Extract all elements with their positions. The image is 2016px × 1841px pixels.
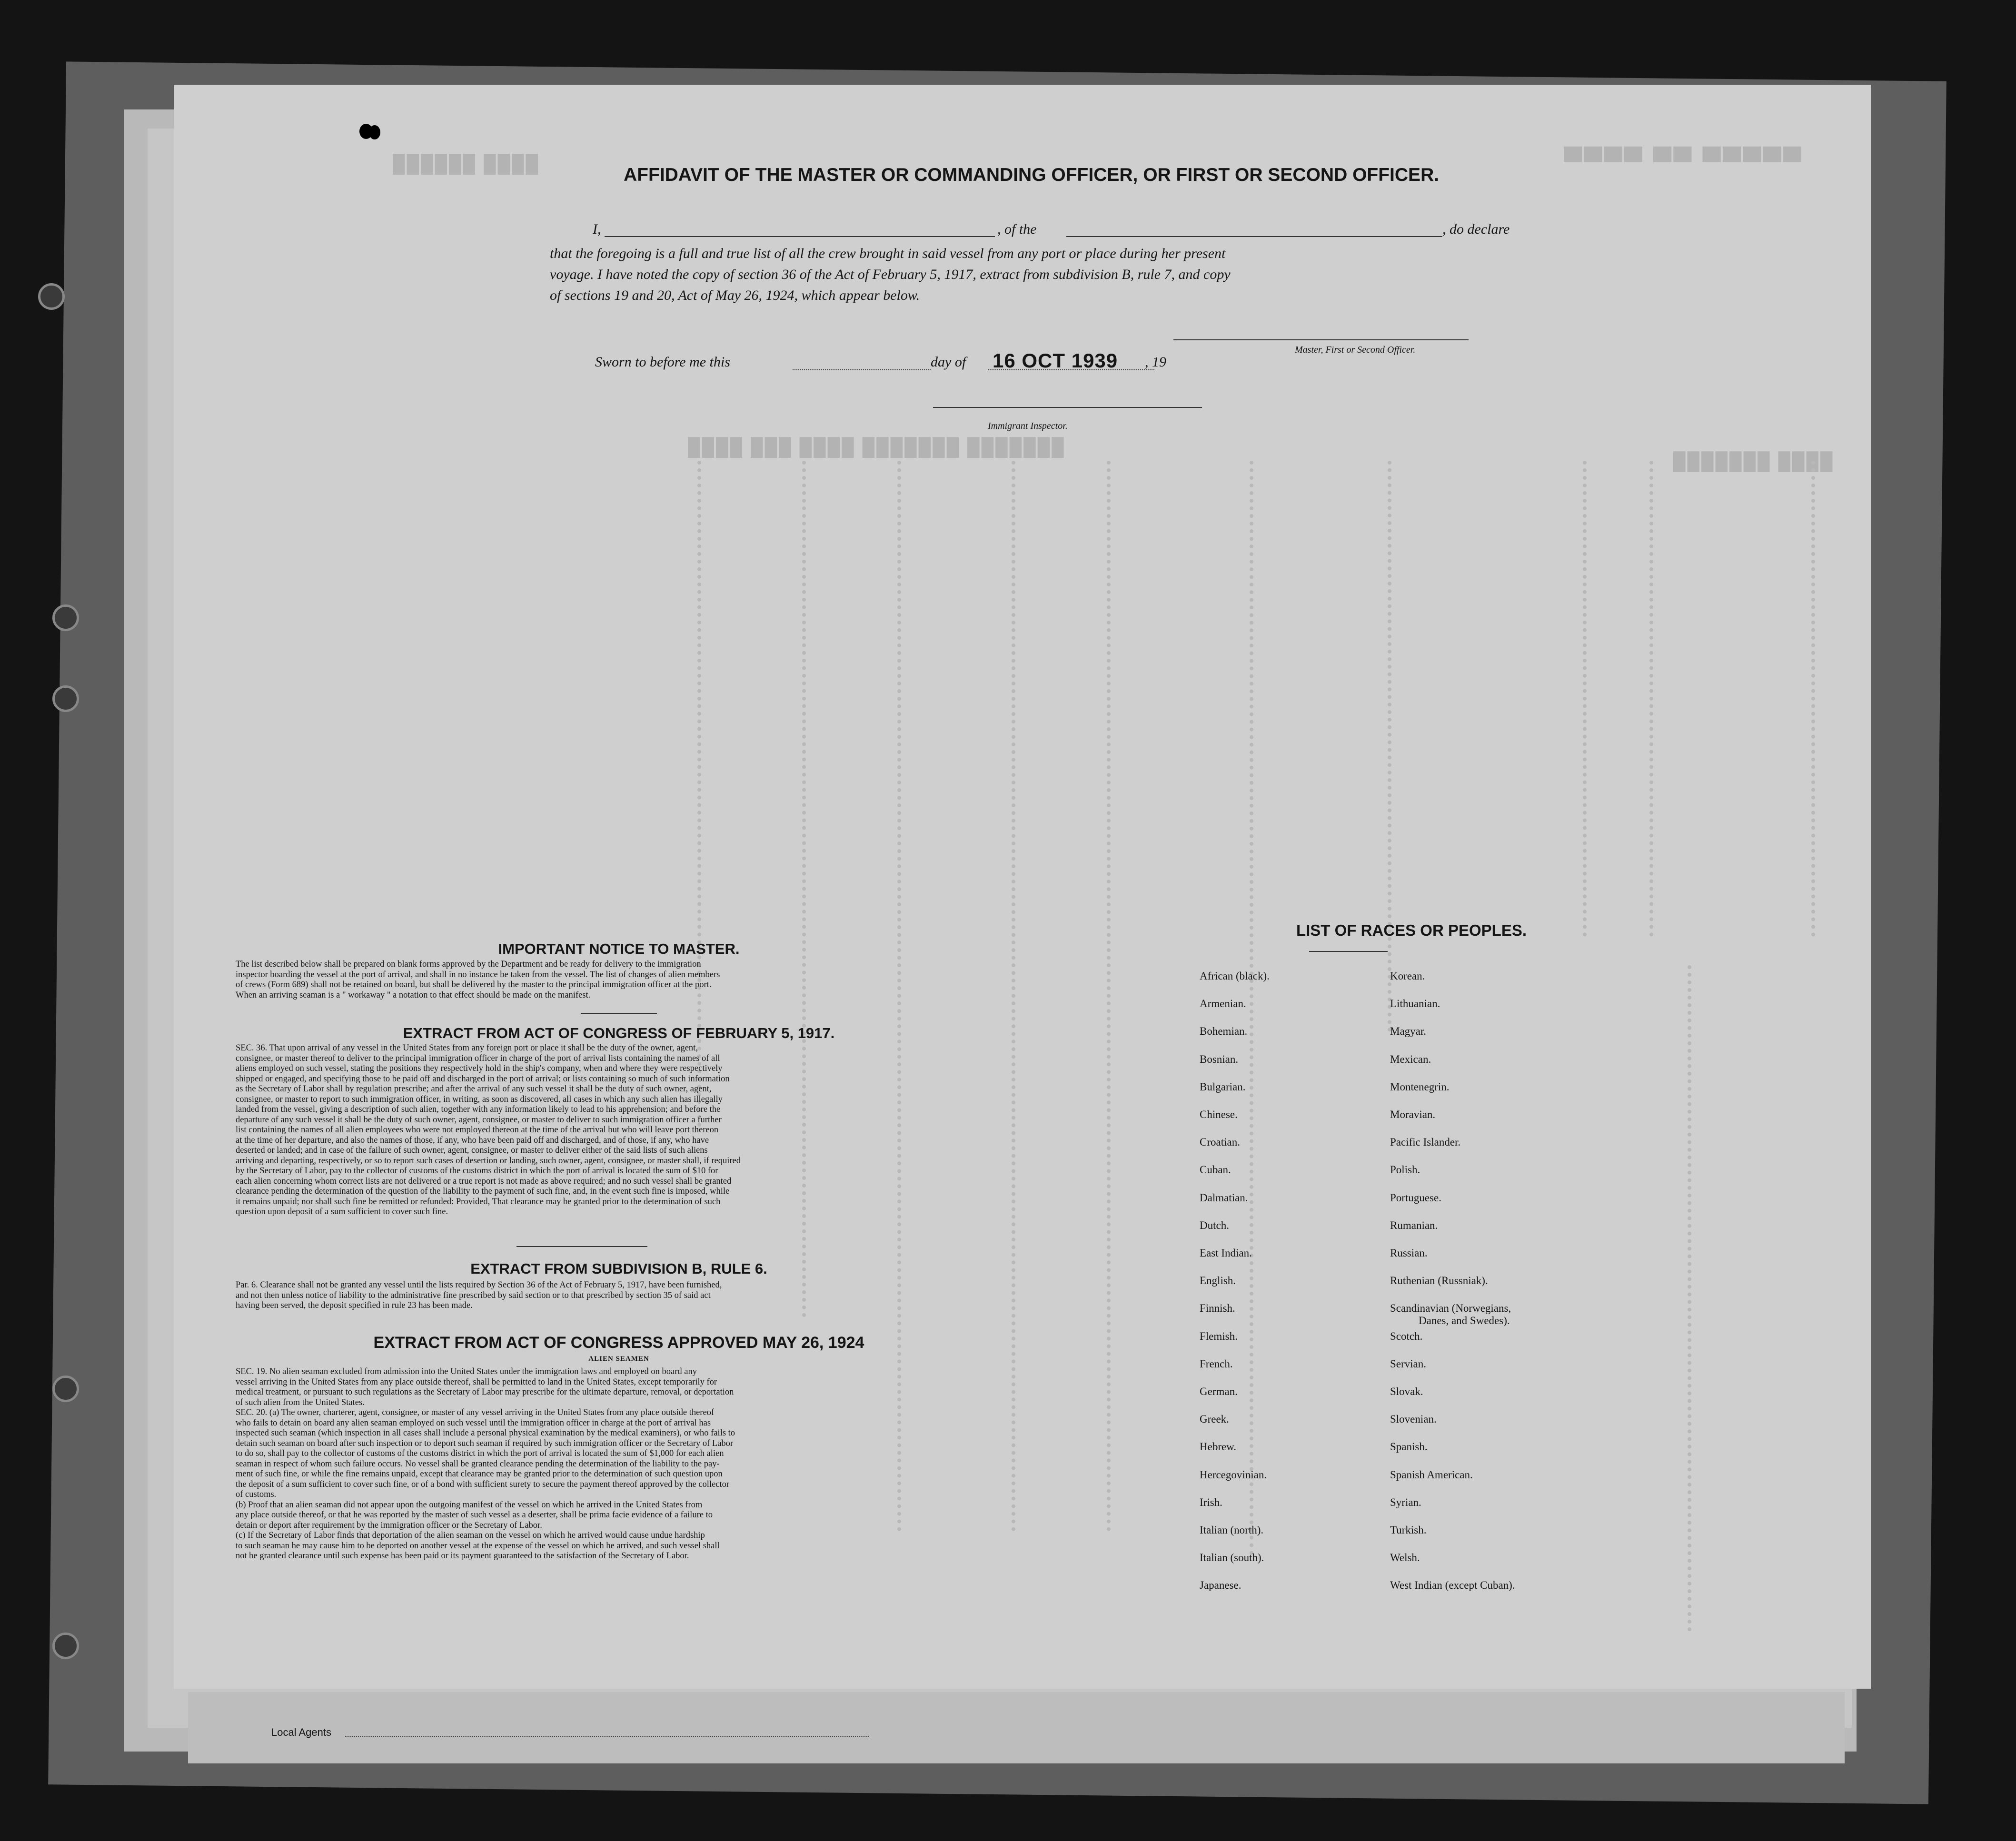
race-item: English.: [1200, 1275, 1236, 1287]
body-line: to such seaman he may cause him to be deported on another vessel at the expense of the vessel on which he arrived, and such vessel shall: [236, 1541, 720, 1551]
body-line: each alien concerning whom correct lists are not delivered or a true report is not made as above required; and no such vessel shall be granted: [236, 1176, 732, 1186]
race-item: Mexican.: [1390, 1053, 1431, 1065]
affidavit-line3: voyage. I have noted the copy of section 36 of the Act of February 5, 1917, extract from subdivision B, rule 7, and copy: [550, 267, 1231, 282]
body-line: and not then unless notice of liability to the administrative fine prescribed by said section or to that prescribed by section 35 of said act: [236, 1290, 711, 1300]
local-agents-label: Local Agents: [271, 1726, 331, 1738]
body-line: inspector boarding the vessel at the port of arrival, and shall in no instance be taken from the vessel. The list of changes of alien members: [236, 970, 720, 980]
race-item: Greek.: [1200, 1413, 1229, 1425]
race-item: Pacific Islander.: [1390, 1136, 1461, 1148]
underlying-form-strip: [188, 1692, 1845, 1763]
body-line: arriving and departing, respectively, or so to report such cases of desertion or landing, such owner, agent, consignee, or master shall, if required: [236, 1156, 741, 1166]
local-agents-line: [345, 1736, 869, 1737]
day-line: [793, 369, 931, 370]
body-line: deserted or landed; and in case of the failure of such owner, agent, consignee, or master to deliver either of the said lists of such aliens: [236, 1146, 708, 1155]
bleed-through-dots: [1388, 461, 1396, 1032]
body-line: SEC. 36. That upon arrival of any vessel in the United States from any foreign port or place it shall be the duty of the owner, agent,: [236, 1043, 698, 1053]
body-line: consignee, or master thereof to deliver to the principal immigration officer in charge of the port of arrival lists containing the names of all: [236, 1053, 720, 1063]
body-line: inspected such seaman (which inspection in all cases shall include a personal physical examination by the medical examiners), or who fails to: [236, 1428, 735, 1438]
divider: [1309, 951, 1388, 952]
subdivision-b-title: EXTRACT FROM SUBDIVISION B, RULE 6.: [470, 1260, 767, 1277]
body-line: who fails to detain on board any alien seaman employed on such vessel until the immigration officer in charge at the port of arrival has: [236, 1418, 711, 1428]
body-line: detain or deport after requirement by the immigration officer or the Secretary of Labor.: [236, 1520, 542, 1530]
body-line: of customs.: [236, 1490, 277, 1499]
body-line: SEC. 20. (a) The owner, charterer, agent, consignee, or master of any vessel arriving in the United States from any place outside thereof: [236, 1408, 715, 1417]
month-line: [988, 369, 1154, 370]
body-line: aliens employed on such vessel, stating the positions they respectively hold in the ship's company, when and where they were respectively: [236, 1064, 723, 1073]
extract-1917-body: [236, 1043, 1002, 1217]
body-line: as the Secretary of Labor shall by regulation prescribe; and after the arrival of any such vessel it shall be the duty of such owner, agent,: [236, 1084, 712, 1094]
race-item: Bulgarian.: [1200, 1080, 1246, 1093]
race-item: Turkish.: [1390, 1524, 1427, 1536]
binder-hole: [52, 604, 79, 631]
race-item: Cuban.: [1200, 1164, 1231, 1176]
notice-body: [236, 960, 1002, 1000]
master-signature-line: [1173, 339, 1469, 340]
body-line: departure of any such vessel it shall be the duty of such owner, agent, consignee, or master to deliver to such immigration officer a further: [236, 1115, 722, 1125]
affidavit-line4: of sections 19 and 20, Act of May 26, 1924, which appear below.: [550, 287, 920, 303]
extract-1917-title: EXTRACT FROM ACT OF CONGRESS OF FEBRUARY 5, 1917.: [403, 1025, 835, 1041]
race-item: Japanese.: [1200, 1579, 1241, 1592]
bleed-through-dots: [1250, 461, 1258, 1555]
affidavit-line2: that the foregoing is a full and true list of all the crew brought in said vessel from any port or place during her present: [550, 246, 1226, 261]
date-stamp: 16 OCT 1939: [993, 349, 1118, 372]
body-line: any place outside thereof, or that he was reported by the master of such vessel as a deserter, shall be prima facie evidence of a failure to: [236, 1510, 713, 1520]
binder-hole: [52, 1376, 79, 1402]
bleed-through-dots: [1688, 965, 1696, 1632]
vessel-line: [1066, 236, 1442, 237]
body-line: vessel arriving in the United States from any place outside thereof, shall be permitted to land in the United States, except temporarily for: [236, 1377, 717, 1387]
race-item: West Indian (except Cuban).: [1390, 1579, 1515, 1592]
body-line: not be granted clearance until such expense has been paid or its payment guaranteed to the satisfaction of the Secretary of Labor.: [236, 1551, 689, 1561]
year-text: , 19: [1145, 354, 1166, 370]
race-item: Ruthenian (Russniak).: [1390, 1275, 1488, 1287]
body-line: seaman in respect of whom such failure occurs. No vessel shall be granted clearance pending the determination of the liability to the pay-: [236, 1459, 720, 1469]
body-line: medical treatment, or pursuant to such regulations as the Secretary of Labor may prescribe for the ultimate departure, removal, or deportation: [236, 1387, 734, 1397]
bleed-through-text: ███████ ████: [1673, 451, 1835, 471]
race-item-continued: Danes, and Swedes).: [1419, 1315, 1510, 1327]
race-item: Bosnian.: [1200, 1053, 1239, 1065]
race-item: Dalmatian.: [1200, 1191, 1248, 1204]
bleed-through-dots: [1649, 461, 1658, 937]
race-item: Armenian.: [1200, 998, 1246, 1010]
body-line: The list described below shall be prepared on blank forms approved by the Department and be ready for delivery to the immigration: [236, 960, 701, 969]
body-line: by the Secretary of Labor, pay to the collector of customs of the customs district in which the port of arrival is located the sum of $10 for: [236, 1166, 718, 1176]
ink-blot: [369, 125, 380, 139]
body-line: clearance pending the determination of the question of the liability to the payment of such fine, and, in the event such fine is imposed, while: [236, 1187, 730, 1196]
name-line: [605, 236, 995, 237]
race-item: Russian.: [1390, 1247, 1428, 1259]
body-line: Par. 6. Clearance shall not be granted any vessel until the lists required by Section 36 of the Act of February 5, 1917, have been furnished,: [236, 1280, 722, 1290]
race-item: Spanish American.: [1390, 1468, 1473, 1481]
bleed-through-dots: [1811, 461, 1820, 937]
body-line: SEC. 19. No alien seaman excluded from admission into the United States under the immigration laws and employed on board any: [236, 1367, 697, 1376]
race-item: Korean.: [1390, 970, 1425, 982]
body-line: shipped or engaged, and specifying those to be paid off and discharged in the port of arrival; or lists containing so much of such information: [236, 1074, 730, 1084]
bleed-through-dots: [1583, 461, 1591, 937]
inspector-signature-line: [933, 407, 1202, 408]
races-title: LIST OF RACES OR PEOPLES.: [1296, 921, 1527, 939]
race-item: Scotch.: [1390, 1330, 1423, 1342]
race-item: French.: [1200, 1357, 1233, 1370]
race-item: Montenegrin.: [1390, 1080, 1450, 1093]
extract-1924-title: EXTRACT FROM ACT OF CONGRESS APPROVED MAY 26, 1924: [373, 1334, 864, 1352]
race-item: Welsh.: [1390, 1552, 1420, 1564]
bleed-through-text: ████ ███ ████ ███████ ███████: [688, 437, 1066, 456]
binder-hole: [38, 283, 65, 310]
race-item: Croatian.: [1200, 1136, 1240, 1148]
race-item: Hebrew.: [1200, 1441, 1237, 1453]
race-item: Slovak.: [1390, 1386, 1423, 1397]
body-line: list containing the names of all alien employees who were not employed thereon at the time of the arrival but who will leave port thereon: [236, 1125, 719, 1135]
body-line: having been served, the deposit specified in rule 23 has been made.: [236, 1301, 473, 1310]
master-label: Master, First or Second Officer.: [1295, 345, 1416, 355]
race-item: Spanish.: [1390, 1441, 1428, 1453]
race-item: Chinese.: [1200, 1109, 1238, 1120]
sworn-text: Sworn to before me this: [595, 354, 730, 370]
binder-hole: [52, 1633, 79, 1659]
body-line: (c) If the Secretary of Labor finds that deportation of the alien seaman on the vessel on which he arrived would cause undue hardship: [236, 1531, 705, 1540]
race-item: Italian (south).: [1200, 1552, 1264, 1564]
race-item: Finnish.: [1200, 1302, 1235, 1315]
race-item: Italian (north).: [1200, 1524, 1264, 1536]
extract-1924-body: [236, 1367, 1002, 1562]
race-item: Slovenian.: [1390, 1413, 1437, 1425]
body-line: (b) Proof that an alien seaman did not appear upon the outgoing manifest of the vessel on which he arrived in the United States from: [236, 1500, 703, 1510]
bleed-through-dots: [1012, 461, 1020, 1532]
inspector-label: Immigrant Inspector.: [988, 421, 1068, 431]
affidavit-of-the: , of the: [997, 221, 1037, 237]
race-item: Irish.: [1200, 1496, 1222, 1508]
race-item: Bohemian.: [1200, 1025, 1248, 1038]
race-item: Scandinavian (Norwegians,: [1390, 1302, 1511, 1315]
affidavit-i: I,: [593, 221, 601, 237]
divider: [516, 1246, 647, 1247]
race-item: Flemish.: [1200, 1330, 1238, 1342]
divider: [581, 1013, 657, 1014]
race-item: Rumanian.: [1390, 1219, 1438, 1231]
race-item: Syrian.: [1390, 1496, 1421, 1508]
race-item: East Indian.: [1200, 1247, 1252, 1259]
day-of-text: day of: [931, 354, 966, 370]
body-line: consignee, or master to report to such immigration officer, in writing, as soon as discovered, all cases in which any such alien has illegally: [236, 1094, 723, 1104]
bleed-through-text: ▀▀▀▀ ▀▀ ▀▀▀▀▀: [1564, 147, 1803, 176]
body-line: of crews (Form 689) shall not be retained on board, but shall be delivered by the master to the principal immigration officer at the port.: [236, 980, 712, 990]
body-line: detain such seaman on board after such inspection or to deport such seaman if required by such immigration officer or the Secretary of Labor: [236, 1438, 734, 1448]
race-item: Lithuanian.: [1390, 998, 1440, 1010]
race-item: German.: [1200, 1386, 1238, 1397]
race-item: Portuguese.: [1390, 1191, 1441, 1204]
notice-title: IMPORTANT NOTICE TO MASTER.: [498, 940, 740, 957]
race-item: Servian.: [1390, 1357, 1427, 1370]
body-line: ment of such fine, or while the fine remains unpaid, except that clearance may be granted prior to the determination of such question upon: [236, 1469, 723, 1479]
subdivision-b-body: [236, 1280, 1002, 1311]
bleed-through-dots: [1107, 461, 1115, 1532]
body-line: it remains unpaid; nor shall such fine be remitted or refunded: Provided, That clearance may be granted prior to the determination of such: [236, 1197, 721, 1207]
binder-hole: [52, 685, 79, 712]
body-line: landed from the vessel, giving a description of such alien, together with any information likely to lead to his apprehension; and before the: [236, 1105, 721, 1114]
race-item: Magyar.: [1390, 1025, 1427, 1038]
bleed-through-text: ██████ ████: [393, 154, 540, 173]
body-line: of such alien from the United States.: [236, 1397, 365, 1407]
body-line: at the time of her departure, and also the names of those, if any, who have been paid off and discharged, and of those, if any, who have: [236, 1135, 709, 1145]
race-item: Hercegovinian.: [1200, 1468, 1267, 1481]
affidavit-declare: , do declare: [1442, 221, 1510, 237]
document-page: [174, 85, 1871, 1689]
body-line: question upon deposit of a sum sufficient to cover such fine.: [236, 1207, 448, 1217]
alien-seamen-subtitle: ALIEN SEAMEN: [588, 1355, 649, 1363]
race-item: Dutch.: [1200, 1219, 1229, 1231]
race-item: African (black).: [1200, 970, 1270, 982]
race-item: Moravian.: [1390, 1109, 1436, 1120]
body-line: the deposit of a sum sufficient to cover such fine, or of a bond with sufficient surety to secure the payment thereof approved by the collector: [236, 1479, 730, 1489]
body-line: to do so, shall pay to the collector of customs of the customs district in which the port of arrival is located the sum of $1,000 for each alien: [236, 1449, 724, 1458]
body-line: When an arriving seaman is a " workaway " a notation to that effect should be made on the manifest.: [236, 990, 591, 1000]
affidavit-title: AFFIDAVIT OF THE MASTER OR COMMANDING OFFICER, OR FIRST OR SECOND OFFICER.: [624, 165, 1440, 185]
race-item: Polish.: [1390, 1164, 1420, 1176]
